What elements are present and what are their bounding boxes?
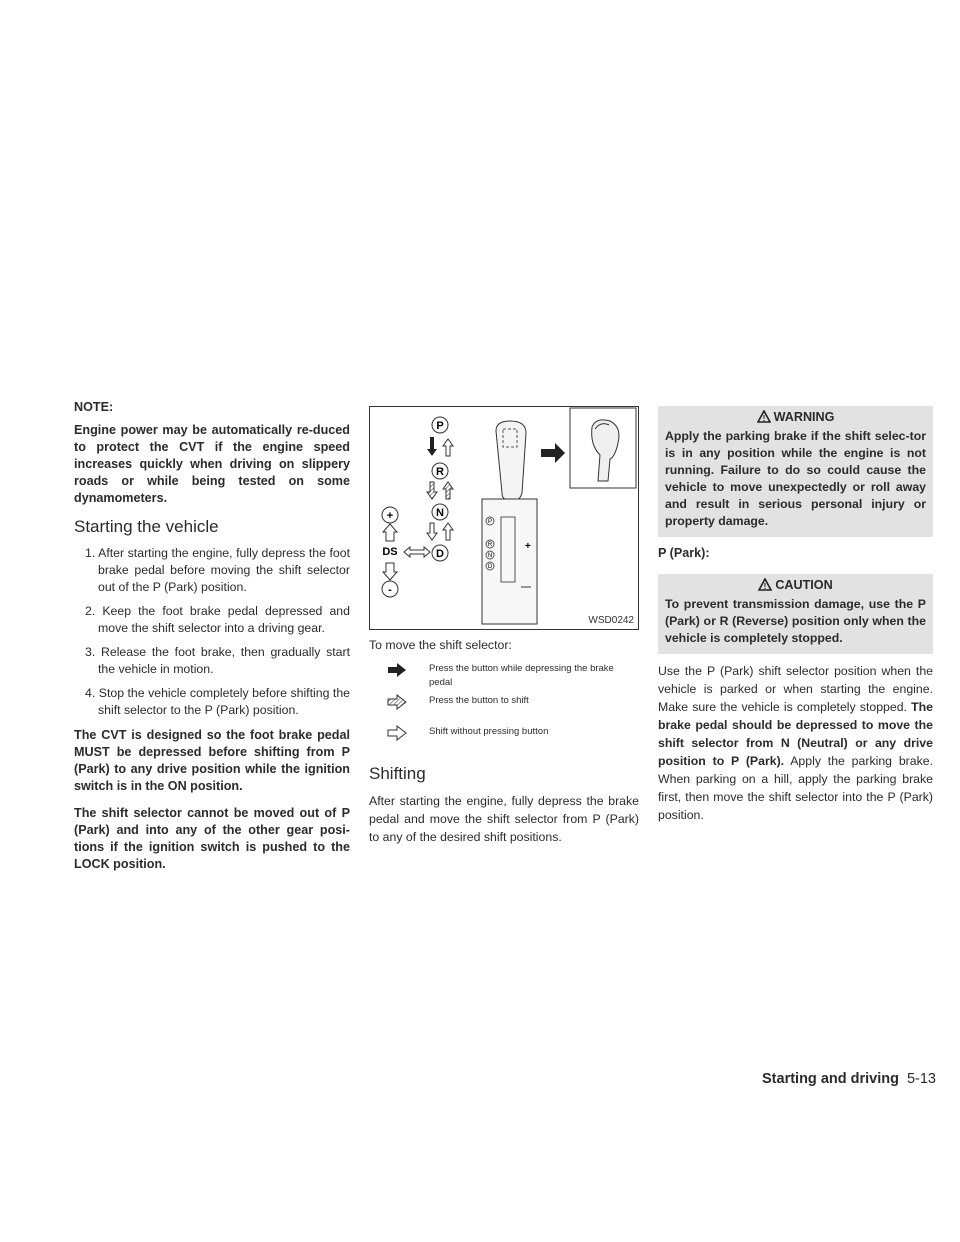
cvt-brake-paragraph: The CVT is designed so the foot brake pedal MUST be depressed before shifting from P (Park) to any drive position while the ignition switch is in the ON position. <box>74 728 350 793</box>
shift-gate-panel <box>482 499 537 624</box>
gate-plus-label: + <box>525 541 531 552</box>
middle-column <box>369 400 639 846</box>
park-heading: P (Park): <box>658 546 710 560</box>
section-heading-starting: Starting the vehicle <box>74 517 219 536</box>
caution-text: To prevent transmission damage, use the P (Park) or R (Reverse) position only when the vehicle is completely stopped. <box>665 597 926 645</box>
warning-title <box>665 410 926 424</box>
legend-item <box>369 725 639 746</box>
gate-r-label: R <box>487 542 493 548</box>
caution-title <box>665 578 926 592</box>
right-column <box>658 406 933 824</box>
outline-down-arrow-icon <box>383 563 397 580</box>
note-heading: NOTE: <box>74 400 114 414</box>
plus-label: + <box>386 510 394 522</box>
legend-item <box>369 662 639 690</box>
shifting-body: After starting the engine, fully depress the brake pedal and move the shift selector from P (Park) to any of the desired shift positions. <box>369 794 639 844</box>
warning-title-text: WARNING <box>773 410 835 424</box>
minus-label: - <box>388 584 392 596</box>
ds-label: DS <box>382 546 398 558</box>
left-column <box>74 400 350 883</box>
outline-double-arrow-icon <box>404 547 430 557</box>
solid-down-arrow-icon <box>427 437 437 456</box>
steps-list <box>74 545 350 719</box>
park-body-part2: Apply the parking brake. When parking on a hill, apply the parking brake first, then move the shift selector into the P (Park) position. <box>658 754 933 822</box>
outline-arrow-icon <box>369 725 429 746</box>
legend-text: Press the button to shift <box>429 695 529 706</box>
gear-d-label: D <box>436 548 444 560</box>
page-number: 5-13 <box>906 1071 936 1087</box>
gear-p-label: P <box>436 420 444 432</box>
outline-up-arrow-icon <box>443 439 453 456</box>
park-body-part1: Use the P (Park) shift selector position when the vehicle is parked or when starting the engine. Make sure the vehicle is completely stopped. <box>658 664 933 714</box>
caution-box <box>658 574 933 654</box>
shift-knob <box>496 421 526 501</box>
legend-text: Shift without pressing button <box>429 726 549 737</box>
gate-d-label: D <box>487 564 493 570</box>
shift-pattern-illustration <box>370 407 638 629</box>
warning-icon <box>757 410 771 423</box>
svg-text:!: ! <box>762 414 765 423</box>
step-3: 3. Release the foot brake, then gradually start the vehicle in motion. <box>85 645 350 676</box>
figure-code: WSD0242 <box>588 615 634 626</box>
warning-text: Apply the parking brake if the shift selec-tor is in any position while the engine is not running. Failure to do so could cause the vehicle to move unexpectedly or roll away and result in serious personal injury or property damage. <box>665 429 926 528</box>
caution-title-text: CAUTION <box>775 578 833 592</box>
shift-intro: To move the shift selector: <box>369 638 512 652</box>
gear-n-label: N <box>436 507 444 519</box>
shift-selector-figure <box>369 406 639 630</box>
park-body-bold: The brake pedal should be depressed to move the shift selector from N (Neutral) or any drive position to P (Park). <box>658 700 933 768</box>
section-heading-shifting: Shifting <box>369 764 426 783</box>
hatched-down-arrow-icon <box>427 482 437 499</box>
solid-right-arrow-icon <box>541 443 565 463</box>
hatched-arrow-icon <box>369 694 429 715</box>
legend-text: Press the button while depressing the brake pedal <box>429 663 614 688</box>
lock-position-paragraph: The shift selector cannot be moved out of P (Park) and into any of the other gear posi-tions if the ignition switch is pushed to the LOCK position. <box>74 806 350 871</box>
legend-item <box>369 694 639 715</box>
warning-box <box>658 406 933 537</box>
note-text: Engine power may be automatically re-duced to protect the CVT if the engine speed increases quickly when driving on slippery roads or while being tested on some dynamometers. <box>74 423 350 505</box>
outline-up-arrow-icon <box>443 523 453 540</box>
step-1: 1. After starting the engine, fully depress the foot brake pedal before moving the shift selector out of the P (Park) position. <box>85 546 350 594</box>
gate-p-label: P <box>487 519 493 525</box>
footer-section-title: Starting and driving <box>762 1071 899 1087</box>
step-2: 2. Keep the foot brake pedal depressed and move the shift selector into a driving gear. <box>85 604 350 635</box>
svg-text:!: ! <box>763 582 767 591</box>
step-4: 4. Stop the vehicle completely before shifting the shift selector to the P (Park) position. <box>85 686 350 717</box>
park-body <box>658 662 933 824</box>
hatched-up-arrow-icon <box>443 482 453 499</box>
page-footer <box>762 1071 936 1087</box>
solid-arrow-icon <box>369 662 429 683</box>
outline-down-arrow-icon <box>427 523 437 540</box>
warning-icon <box>758 578 772 591</box>
gate-n-label: N <box>487 553 493 559</box>
outline-up-arrow-icon <box>383 524 397 541</box>
gear-r-label: R <box>436 466 444 478</box>
